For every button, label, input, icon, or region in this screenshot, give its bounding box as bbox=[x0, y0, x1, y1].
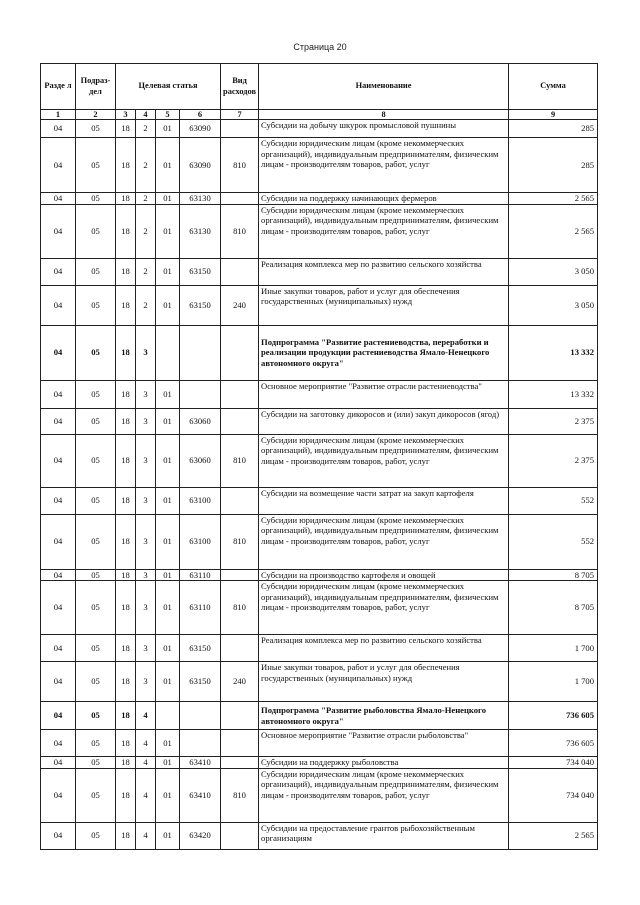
cell-expense-type bbox=[221, 325, 259, 380]
cell-name: Основное мероприятие "Развитие отрасли рыболовства" bbox=[259, 730, 509, 757]
column-number: 8 bbox=[259, 110, 509, 120]
table-row bbox=[41, 569, 598, 581]
cell-razdel: 04 bbox=[41, 380, 76, 408]
cell-subprogram: 2 bbox=[136, 258, 156, 285]
table-row bbox=[41, 581, 598, 635]
cell-name: Подпрограмма "Развитие рыболовства Ямало-Ненецкого автономного округа" bbox=[259, 702, 509, 730]
header-expense-type: Вид расходов bbox=[221, 64, 259, 110]
header-podrazdel: Подраз- дел bbox=[76, 64, 116, 110]
column-number: 7 bbox=[221, 110, 259, 120]
cell-event: 01 bbox=[156, 730, 180, 757]
table-row bbox=[41, 285, 598, 325]
cell-expense-type bbox=[221, 822, 259, 849]
cell-sum: 8 705 bbox=[509, 581, 598, 635]
column-number: 2 bbox=[76, 110, 116, 120]
cell-razdel: 04 bbox=[41, 120, 76, 138]
cell-direction: 63110 bbox=[180, 581, 221, 635]
table-row bbox=[41, 757, 598, 769]
cell-subprogram: 2 bbox=[136, 285, 156, 325]
cell-razdel: 04 bbox=[41, 569, 76, 581]
cell-program: 18 bbox=[116, 635, 136, 662]
cell-razdel: 04 bbox=[41, 822, 76, 849]
budget-table bbox=[40, 63, 598, 850]
cell-razdel: 04 bbox=[41, 408, 76, 434]
cell-razdel: 04 bbox=[41, 730, 76, 757]
cell-subprogram: 3 bbox=[136, 569, 156, 581]
cell-razdel: 04 bbox=[41, 635, 76, 662]
cell-name: Субсидии на поддержку рыболовства bbox=[259, 757, 509, 769]
column-number: 6 bbox=[180, 110, 221, 120]
cell-program: 18 bbox=[116, 138, 136, 193]
table-row bbox=[41, 193, 598, 205]
cell-program: 18 bbox=[116, 258, 136, 285]
cell-program: 18 bbox=[116, 581, 136, 635]
cell-direction: 63150 bbox=[180, 635, 221, 662]
cell-program: 18 bbox=[116, 408, 136, 434]
cell-program: 18 bbox=[116, 285, 136, 325]
cell-podrazdel: 05 bbox=[76, 514, 116, 569]
cell-razdel: 04 bbox=[41, 138, 76, 193]
cell-expense-type bbox=[221, 380, 259, 408]
cell-expense-type: 810 bbox=[221, 768, 259, 822]
cell-podrazdel: 05 bbox=[76, 757, 116, 769]
cell-event: 01 bbox=[156, 662, 180, 702]
cell-event: 01 bbox=[156, 258, 180, 285]
header-target-article: Целевая статья bbox=[116, 64, 221, 110]
cell-program: 18 bbox=[116, 325, 136, 380]
cell-event bbox=[156, 702, 180, 730]
cell-event: 01 bbox=[156, 434, 180, 487]
cell-razdel: 04 bbox=[41, 581, 76, 635]
table-header-row bbox=[41, 64, 598, 110]
cell-program: 18 bbox=[116, 380, 136, 408]
cell-expense-type bbox=[221, 258, 259, 285]
cell-direction bbox=[180, 702, 221, 730]
cell-podrazdel: 05 bbox=[76, 120, 116, 138]
header-sum: Сумма bbox=[509, 64, 598, 110]
cell-name: Иные закупки товаров, работ и услуг для обеспечения государственных (муниципальных) нужд bbox=[259, 662, 509, 702]
cell-direction: 63130 bbox=[180, 193, 221, 205]
cell-program: 18 bbox=[116, 757, 136, 769]
cell-direction: 63060 bbox=[180, 434, 221, 487]
cell-podrazdel: 05 bbox=[76, 702, 116, 730]
cell-sum: 3 050 bbox=[509, 285, 598, 325]
cell-podrazdel: 05 bbox=[76, 581, 116, 635]
cell-subprogram: 2 bbox=[136, 193, 156, 205]
cell-sum: 1 700 bbox=[509, 662, 598, 702]
column-number: 5 bbox=[156, 110, 180, 120]
cell-direction: 63150 bbox=[180, 285, 221, 325]
cell-subprogram: 4 bbox=[136, 822, 156, 849]
cell-expense-type bbox=[221, 635, 259, 662]
cell-podrazdel: 05 bbox=[76, 768, 116, 822]
cell-direction: 63100 bbox=[180, 514, 221, 569]
table-row bbox=[41, 662, 598, 702]
cell-name: Иные закупки товаров, работ и услуг для обеспечения государственных (муниципальных) нужд bbox=[259, 285, 509, 325]
cell-expense-type: 810 bbox=[221, 581, 259, 635]
cell-subprogram: 4 bbox=[136, 702, 156, 730]
cell-name: Субсидии юридическим лицам (кроме некоммерческих организаций), индивидуальным предпринимателям, физическим лицам - производителям товаров, работ, услуг bbox=[259, 768, 509, 822]
cell-sum: 552 bbox=[509, 487, 598, 514]
cell-event: 01 bbox=[156, 569, 180, 581]
cell-subprogram: 4 bbox=[136, 730, 156, 757]
cell-podrazdel: 05 bbox=[76, 285, 116, 325]
table-row bbox=[41, 138, 598, 193]
cell-event: 01 bbox=[156, 408, 180, 434]
cell-subprogram: 3 bbox=[136, 487, 156, 514]
table-row bbox=[41, 514, 598, 569]
table-row bbox=[41, 702, 598, 730]
cell-razdel: 04 bbox=[41, 702, 76, 730]
cell-direction: 63410 bbox=[180, 768, 221, 822]
cell-podrazdel: 05 bbox=[76, 325, 116, 380]
cell-name: Основное мероприятие "Развитие отрасли растениеводства" bbox=[259, 380, 509, 408]
cell-sum: 13 332 bbox=[509, 380, 598, 408]
cell-program: 18 bbox=[116, 193, 136, 205]
cell-sum: 1 700 bbox=[509, 635, 598, 662]
cell-subprogram: 2 bbox=[136, 204, 156, 258]
cell-direction: 63150 bbox=[180, 258, 221, 285]
cell-podrazdel: 05 bbox=[76, 193, 116, 205]
cell-podrazdel: 05 bbox=[76, 434, 116, 487]
cell-expense-type: 810 bbox=[221, 434, 259, 487]
cell-direction: 63090 bbox=[180, 138, 221, 193]
table-row bbox=[41, 487, 598, 514]
cell-expense-type: 810 bbox=[221, 204, 259, 258]
cell-sum: 734 040 bbox=[509, 768, 598, 822]
cell-direction: 63090 bbox=[180, 120, 221, 138]
cell-subprogram: 4 bbox=[136, 757, 156, 769]
header-name: Наименование bbox=[259, 64, 509, 110]
cell-podrazdel: 05 bbox=[76, 822, 116, 849]
table-row bbox=[41, 408, 598, 434]
cell-event: 01 bbox=[156, 581, 180, 635]
cell-expense-type: 810 bbox=[221, 514, 259, 569]
table-row bbox=[41, 635, 598, 662]
cell-name: Подпрограмма "Развитие растениеводства, переработки и реализации продукции растениеводства Ямало-Ненецкого автономного округа" bbox=[259, 325, 509, 380]
cell-sum: 2 565 bbox=[509, 204, 598, 258]
cell-event: 01 bbox=[156, 757, 180, 769]
cell-sum: 2 565 bbox=[509, 822, 598, 849]
cell-event: 01 bbox=[156, 138, 180, 193]
cell-subprogram: 4 bbox=[136, 768, 156, 822]
cell-program: 18 bbox=[116, 514, 136, 569]
cell-direction: 63420 bbox=[180, 822, 221, 849]
cell-name: Субсидии на добычу шкурок промысловой пушнины bbox=[259, 120, 509, 138]
cell-subprogram: 3 bbox=[136, 662, 156, 702]
cell-program: 18 bbox=[116, 569, 136, 581]
cell-name: Субсидии на заготовку дикоросов и (или) закуп дикоросов (ягод) bbox=[259, 408, 509, 434]
cell-name: Субсидии юридическим лицам (кроме некоммерческих организаций), индивидуальным предпринимателям, физическим лицам - производителям товаров, работ, услуг bbox=[259, 514, 509, 569]
cell-sum: 2 565 bbox=[509, 193, 598, 205]
cell-program: 18 bbox=[116, 768, 136, 822]
cell-direction: 63410 bbox=[180, 757, 221, 769]
table-row bbox=[41, 822, 598, 849]
cell-sum: 552 bbox=[509, 514, 598, 569]
cell-expense-type bbox=[221, 120, 259, 138]
cell-sum: 2 375 bbox=[509, 408, 598, 434]
cell-subprogram: 3 bbox=[136, 581, 156, 635]
cell-expense-type bbox=[221, 702, 259, 730]
cell-name: Субсидии на производство картофеля и овощей bbox=[259, 569, 509, 581]
cell-expense-type bbox=[221, 408, 259, 434]
cell-direction: 63130 bbox=[180, 204, 221, 258]
cell-razdel: 04 bbox=[41, 487, 76, 514]
table-row bbox=[41, 204, 598, 258]
cell-name: Реализация комплекса мер по развитию сельского хозяйства bbox=[259, 258, 509, 285]
cell-expense-type bbox=[221, 569, 259, 581]
header-razdel: Разде л bbox=[41, 64, 76, 110]
cell-event: 01 bbox=[156, 487, 180, 514]
cell-expense-type: 810 bbox=[221, 138, 259, 193]
cell-event: 01 bbox=[156, 822, 180, 849]
table-row bbox=[41, 380, 598, 408]
cell-name: Субсидии юридическим лицам (кроме некоммерческих организаций), индивидуальным предпринимателям, физическим лицам - производителям товаров, работ, услуг bbox=[259, 434, 509, 487]
cell-program: 18 bbox=[116, 702, 136, 730]
cell-program: 18 bbox=[116, 434, 136, 487]
table-row bbox=[41, 730, 598, 757]
cell-direction: 63060 bbox=[180, 408, 221, 434]
cell-razdel: 04 bbox=[41, 434, 76, 487]
cell-subprogram: 2 bbox=[136, 138, 156, 193]
cell-event: 01 bbox=[156, 635, 180, 662]
cell-program: 18 bbox=[116, 120, 136, 138]
cell-event: 01 bbox=[156, 380, 180, 408]
table-row bbox=[41, 120, 598, 138]
cell-sum: 736 605 bbox=[509, 730, 598, 757]
cell-expense-type: 240 bbox=[221, 285, 259, 325]
cell-sum: 13 332 bbox=[509, 325, 598, 380]
cell-subprogram: 3 bbox=[136, 635, 156, 662]
cell-name: Субсидии на предоставление грантов рыбохозяйственным организациям bbox=[259, 822, 509, 849]
cell-program: 18 bbox=[116, 204, 136, 258]
cell-direction bbox=[180, 730, 221, 757]
cell-direction: 63100 bbox=[180, 487, 221, 514]
cell-name: Субсидии юридическим лицам (кроме некоммерческих организаций), индивидуальным предпринимателям, физическим лицам - производителям товаров, работ, услуг bbox=[259, 204, 509, 258]
cell-event: 01 bbox=[156, 120, 180, 138]
cell-subprogram: 3 bbox=[136, 380, 156, 408]
cell-expense-type bbox=[221, 730, 259, 757]
cell-podrazdel: 05 bbox=[76, 662, 116, 702]
cell-event: 01 bbox=[156, 514, 180, 569]
cell-podrazdel: 05 bbox=[76, 569, 116, 581]
cell-direction: 63150 bbox=[180, 662, 221, 702]
column-number: 3 bbox=[116, 110, 136, 120]
cell-event: 01 bbox=[156, 768, 180, 822]
cell-expense-type bbox=[221, 193, 259, 205]
cell-podrazdel: 05 bbox=[76, 138, 116, 193]
cell-sum: 734 040 bbox=[509, 757, 598, 769]
cell-razdel: 04 bbox=[41, 193, 76, 205]
cell-subprogram: 3 bbox=[136, 325, 156, 380]
cell-expense-type bbox=[221, 757, 259, 769]
cell-expense-type: 240 bbox=[221, 662, 259, 702]
cell-razdel: 04 bbox=[41, 757, 76, 769]
column-number: 9 bbox=[509, 110, 598, 120]
cell-event: 01 bbox=[156, 285, 180, 325]
cell-event: 01 bbox=[156, 193, 180, 205]
cell-razdel: 04 bbox=[41, 768, 76, 822]
cell-name: Субсидии на поддержку начинающих фермеров bbox=[259, 193, 509, 205]
cell-direction: 63110 bbox=[180, 569, 221, 581]
cell-podrazdel: 05 bbox=[76, 487, 116, 514]
cell-razdel: 04 bbox=[41, 285, 76, 325]
cell-podrazdel: 05 bbox=[76, 730, 116, 757]
cell-event: 01 bbox=[156, 204, 180, 258]
cell-sum: 2 375 bbox=[509, 434, 598, 487]
table-row bbox=[41, 768, 598, 822]
cell-name: Субсидии юридическим лицам (кроме некоммерческих организаций), индивидуальным предпринимателям, физическим лицам - производителям товаров, работ, услуг bbox=[259, 138, 509, 193]
table-row bbox=[41, 258, 598, 285]
cell-razdel: 04 bbox=[41, 204, 76, 258]
column-number-row bbox=[41, 110, 598, 120]
cell-program: 18 bbox=[116, 822, 136, 849]
cell-subprogram: 3 bbox=[136, 434, 156, 487]
cell-podrazdel: 05 bbox=[76, 380, 116, 408]
cell-expense-type bbox=[221, 487, 259, 514]
cell-podrazdel: 05 bbox=[76, 635, 116, 662]
column-number: 4 bbox=[136, 110, 156, 120]
cell-name: Субсидии юридическим лицам (кроме некоммерческих организаций), индивидуальным предпринимателям, физическим лицам - производителям товаров, работ, услуг bbox=[259, 581, 509, 635]
cell-event bbox=[156, 325, 180, 380]
cell-razdel: 04 bbox=[41, 325, 76, 380]
cell-podrazdel: 05 bbox=[76, 204, 116, 258]
table-row bbox=[41, 434, 598, 487]
column-number: 1 bbox=[41, 110, 76, 120]
cell-name: Субсидии на возмещение части затрат на закуп картофеля bbox=[259, 487, 509, 514]
cell-subprogram: 3 bbox=[136, 408, 156, 434]
cell-subprogram: 2 bbox=[136, 120, 156, 138]
cell-direction bbox=[180, 325, 221, 380]
cell-razdel: 04 bbox=[41, 514, 76, 569]
page-number-label: Страница 20 bbox=[293, 42, 347, 52]
cell-subprogram: 3 bbox=[136, 514, 156, 569]
cell-razdel: 04 bbox=[41, 662, 76, 702]
cell-sum: 8 705 bbox=[509, 569, 598, 581]
cell-podrazdel: 05 bbox=[76, 258, 116, 285]
cell-program: 18 bbox=[116, 730, 136, 757]
cell-sum: 285 bbox=[509, 138, 598, 193]
cell-sum: 285 bbox=[509, 120, 598, 138]
cell-podrazdel: 05 bbox=[76, 408, 116, 434]
cell-razdel: 04 bbox=[41, 258, 76, 285]
table-row bbox=[41, 325, 598, 380]
cell-name: Реализация комплекса мер по развитию сельского хозяйства bbox=[259, 635, 509, 662]
cell-program: 18 bbox=[116, 662, 136, 702]
cell-sum: 736 605 bbox=[509, 702, 598, 730]
cell-direction bbox=[180, 380, 221, 408]
cell-program: 18 bbox=[116, 487, 136, 514]
cell-sum: 3 050 bbox=[509, 258, 598, 285]
